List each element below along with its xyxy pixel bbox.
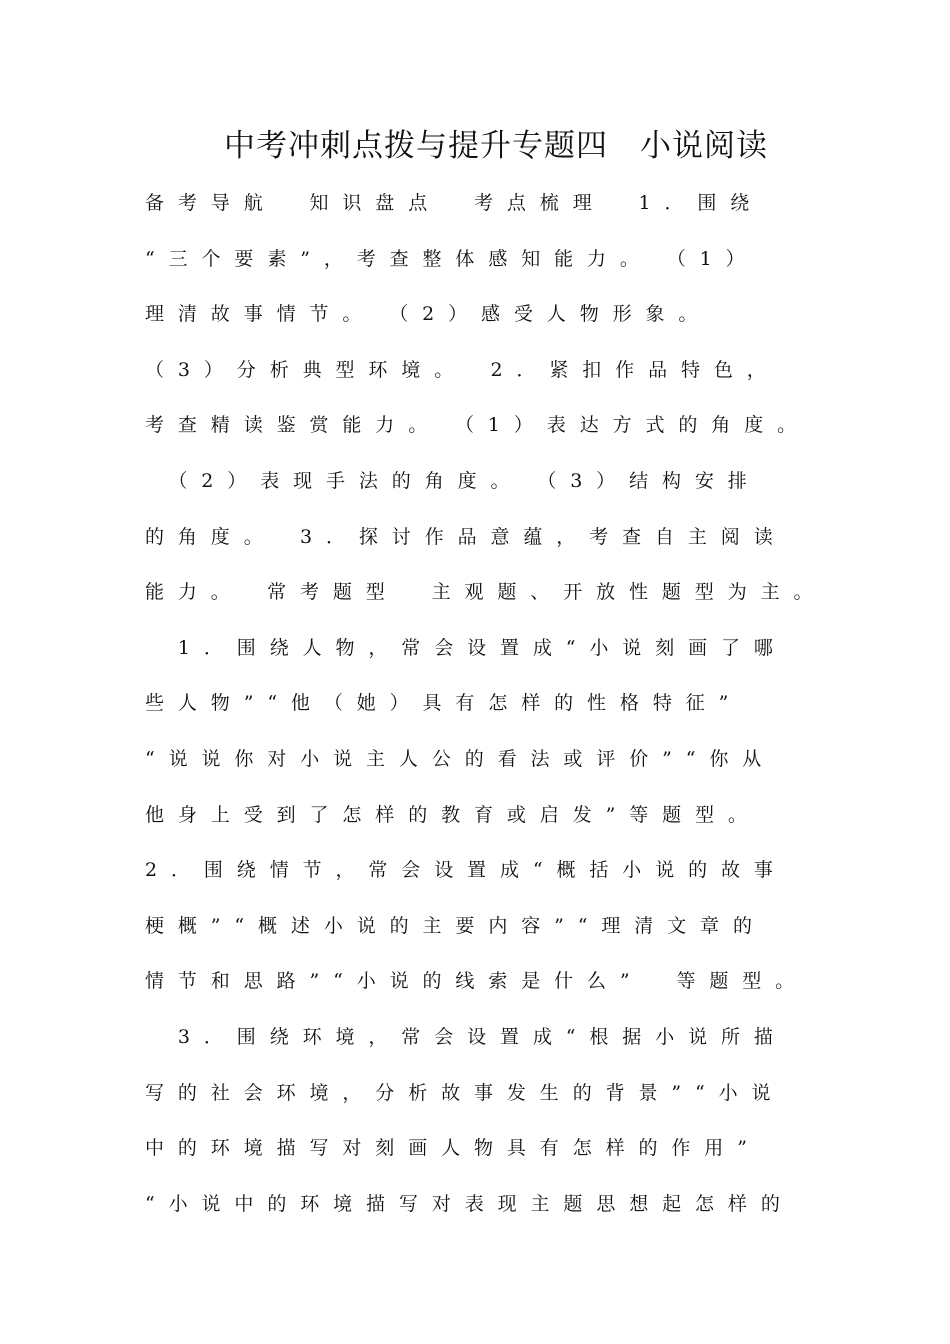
body-line: 写的社会环境，分析故事发生的背景”“小说 — [145, 1081, 785, 1104]
body-line: 情节和思路”“小说的线索是什么” 等题型。 — [145, 970, 809, 993]
body-line: 能力。 常考题型 主观题、开放性题型为主。 — [145, 581, 827, 604]
body-line: 3．围绕环境，常会设置成“根据小说所描 — [145, 1025, 787, 1048]
body-line: 的角度。 3．探讨作品意蕴，考查自主阅读 — [145, 525, 787, 548]
body-line: 考查精读鉴赏能力。 （1）表达方式的角度。 — [145, 414, 810, 437]
body-line: “小说中的环境描写对表现主题思想起怎样的 — [145, 1192, 794, 1215]
body-line: 他身上受到了怎样的教育或启发”等题型。 — [145, 803, 761, 826]
body-line: 备考导航 知识盘点 考点梳理 1．围绕 — [145, 192, 764, 214]
body-line: 梗概”“概述小说的主要内容”“理清文章的 — [145, 914, 766, 937]
document-body — [145, 176, 845, 1232]
body-line: “说说你对小说主人公的看法或评价”“你从 — [145, 747, 776, 770]
body-line: 中的环境描写对刻画人物具有怎样的作用” — [145, 1137, 761, 1160]
body-line: 1．围绕人物，常会设置成“小说刻画了哪 — [145, 636, 787, 659]
body-line: 2．围绕情节，常会设置成“概括小说的故事 — [145, 859, 787, 882]
body-line: 些人物”“他（她）具有怎样的性格特征” — [145, 692, 743, 715]
document-title: 中考冲刺点拨与提升专题四 小说阅读 — [224, 128, 768, 164]
body-line: 理清故事情节。 （2）感受人物形象。 — [145, 303, 712, 326]
body-line: （2）表现手法的角度。 （3）结构安排 — [145, 469, 761, 492]
body-line: “三个要素”，考查整体感知能力。 （1） — [145, 247, 759, 270]
body-line: （3）分析典型环境。 2．紧扣作品特色， — [145, 358, 780, 381]
